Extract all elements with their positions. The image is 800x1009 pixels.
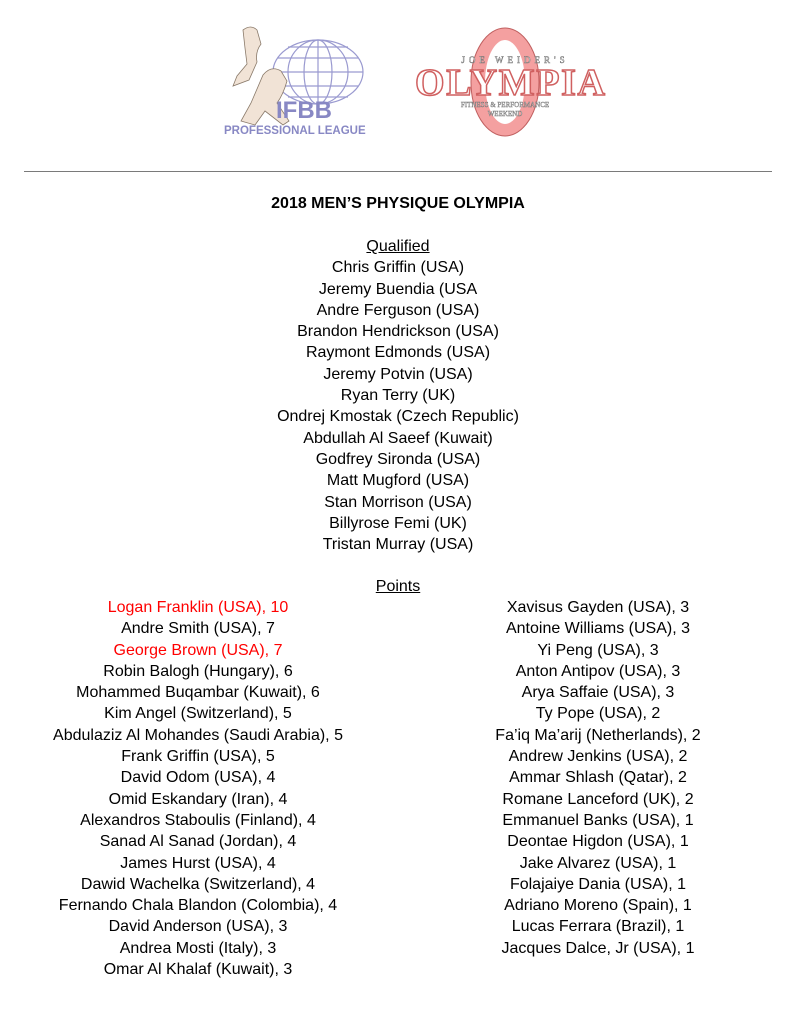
olympia-main-text: OLYMPIA bbox=[415, 62, 605, 104]
olympia-sub-text: FITNESS & PERFORMANCE bbox=[460, 101, 550, 109]
points-athlete: Fa’iq Ma’arij (Netherlands), 2 bbox=[495, 726, 701, 744]
points-athlete: Andre Smith (USA), 7 bbox=[121, 620, 275, 638]
qualified-athlete: Andre Ferguson (USA) bbox=[316, 301, 480, 319]
qualified-athlete: Jeremy Buendia (USA bbox=[318, 280, 478, 298]
points-athlete: Ammar Shlash (Qatar), 2 bbox=[509, 769, 687, 787]
header-divider bbox=[24, 171, 772, 172]
qualified-athlete: Billyrose Femi (UK) bbox=[329, 514, 467, 532]
qualified-athlete: Godfrey Sironda (USA) bbox=[315, 450, 481, 468]
points-athlete: Fernando Chala Blandon (Colombia), 4 bbox=[58, 897, 338, 915]
olympia-top-text: JOE WEIDER'S bbox=[461, 55, 569, 65]
qualified-athlete: Chris Griffin (USA) bbox=[331, 259, 465, 277]
page-title: 2018 MEN’S PHYSIQUE OLYMPIA bbox=[271, 195, 525, 212]
points-athlete: James Hurst (USA), 4 bbox=[120, 854, 276, 872]
points-athlete: Omar Al Khalaf (Kuwait), 3 bbox=[103, 961, 293, 979]
points-athlete: George Brown (USA), 7 bbox=[113, 641, 283, 659]
points-athlete: Alexandros Staboulis (Finland), 4 bbox=[80, 811, 316, 829]
points-athlete: Emmanuel Banks (USA), 1 bbox=[502, 811, 694, 829]
points-athlete: Folajaiye Dania (USA), 1 bbox=[509, 875, 687, 893]
points-athlete: Jacques Dalce, Jr (USA), 1 bbox=[501, 939, 695, 957]
ifbb-pro-league-logo bbox=[218, 20, 390, 142]
points-athlete: Dawid Wachelka (Switzerland), 4 bbox=[80, 875, 316, 893]
points-athlete: Andrea Mosti (Italy), 3 bbox=[119, 939, 277, 957]
points-section bbox=[0, 576, 796, 597]
qualified-athlete: Brandon Hendrickson (USA) bbox=[297, 323, 499, 341]
points-list-left bbox=[0, 597, 396, 980]
points-athlete: Robin Balogh (Hungary), 6 bbox=[103, 662, 293, 680]
points-heading: Points bbox=[375, 578, 421, 595]
qualified-athlete: Matt Mugford (USA) bbox=[326, 472, 470, 490]
points-athlete: Xavisus Gayden (USA), 3 bbox=[506, 599, 690, 616]
points-athlete: Deontae Higdon (USA), 1 bbox=[507, 833, 689, 851]
points-athlete: Sanad Al Sanad (Jordan), 4 bbox=[99, 833, 297, 851]
points-athlete: Arya Saffaie (USA), 3 bbox=[521, 684, 675, 702]
points-athlete: Ty Pope (USA), 2 bbox=[535, 705, 661, 723]
ifbb-logo-text: IFBB bbox=[276, 97, 332, 124]
olympia-logo bbox=[410, 25, 620, 140]
points-athlete: Andrew Jenkins (USA), 2 bbox=[508, 748, 688, 766]
qualified-athlete: Stan Morrison (USA) bbox=[324, 493, 472, 511]
olympia-sub2-text: WEEKEND bbox=[487, 110, 523, 118]
points-athlete: Yi Peng (USA), 3 bbox=[537, 641, 659, 659]
qualified-list bbox=[0, 257, 796, 555]
qualified-athlete: Tristan Murray (USA) bbox=[322, 536, 474, 554]
points-athlete: Antoine Williams (USA), 3 bbox=[505, 620, 691, 638]
qualified-athlete: Ryan Terry (UK) bbox=[340, 387, 456, 405]
qualified-athlete: Ondrej Kmostak (Czech Republic) bbox=[277, 408, 519, 426]
points-athlete: Abdulaziz Al Mohandes (Saudi Arabia), 5 bbox=[53, 726, 343, 744]
points-athlete: Lucas Ferrara (Brazil), 1 bbox=[511, 918, 685, 936]
qualified-heading: Qualified bbox=[366, 238, 430, 255]
points-athlete: Omid Eskandary (Iran), 4 bbox=[108, 790, 288, 808]
qualified-athlete: Abdullah Al Saeef (Kuwait) bbox=[303, 429, 493, 447]
points-athlete: Adriano Moreno (Spain), 1 bbox=[504, 897, 692, 915]
points-athlete: Kim Angel (Switzerland), 5 bbox=[104, 705, 292, 723]
points-athlete: Logan Franklin (USA), 10 bbox=[107, 599, 289, 616]
points-athlete: Jake Alvarez (USA), 1 bbox=[519, 854, 677, 872]
points-athlete: Anton Antipov (USA), 3 bbox=[515, 662, 681, 680]
qualified-athlete: Jeremy Potvin (USA) bbox=[323, 365, 473, 383]
points-athlete: Frank Griffin (USA), 5 bbox=[121, 748, 275, 766]
points-athlete: Mohammed Buqambar (Kuwait), 6 bbox=[76, 684, 320, 702]
points-athlete: David Odom (USA), 4 bbox=[120, 769, 276, 787]
ifbb-logo-subtext: PROFESSIONAL LEAGUE bbox=[224, 125, 366, 137]
points-athlete: David Anderson (USA), 3 bbox=[108, 918, 288, 936]
qualified-athlete: Raymont Edmonds (USA) bbox=[305, 344, 491, 362]
points-list-right bbox=[400, 597, 796, 959]
points-athlete: Romane Lanceford (UK), 2 bbox=[502, 790, 694, 808]
qualified-section bbox=[0, 236, 796, 555]
